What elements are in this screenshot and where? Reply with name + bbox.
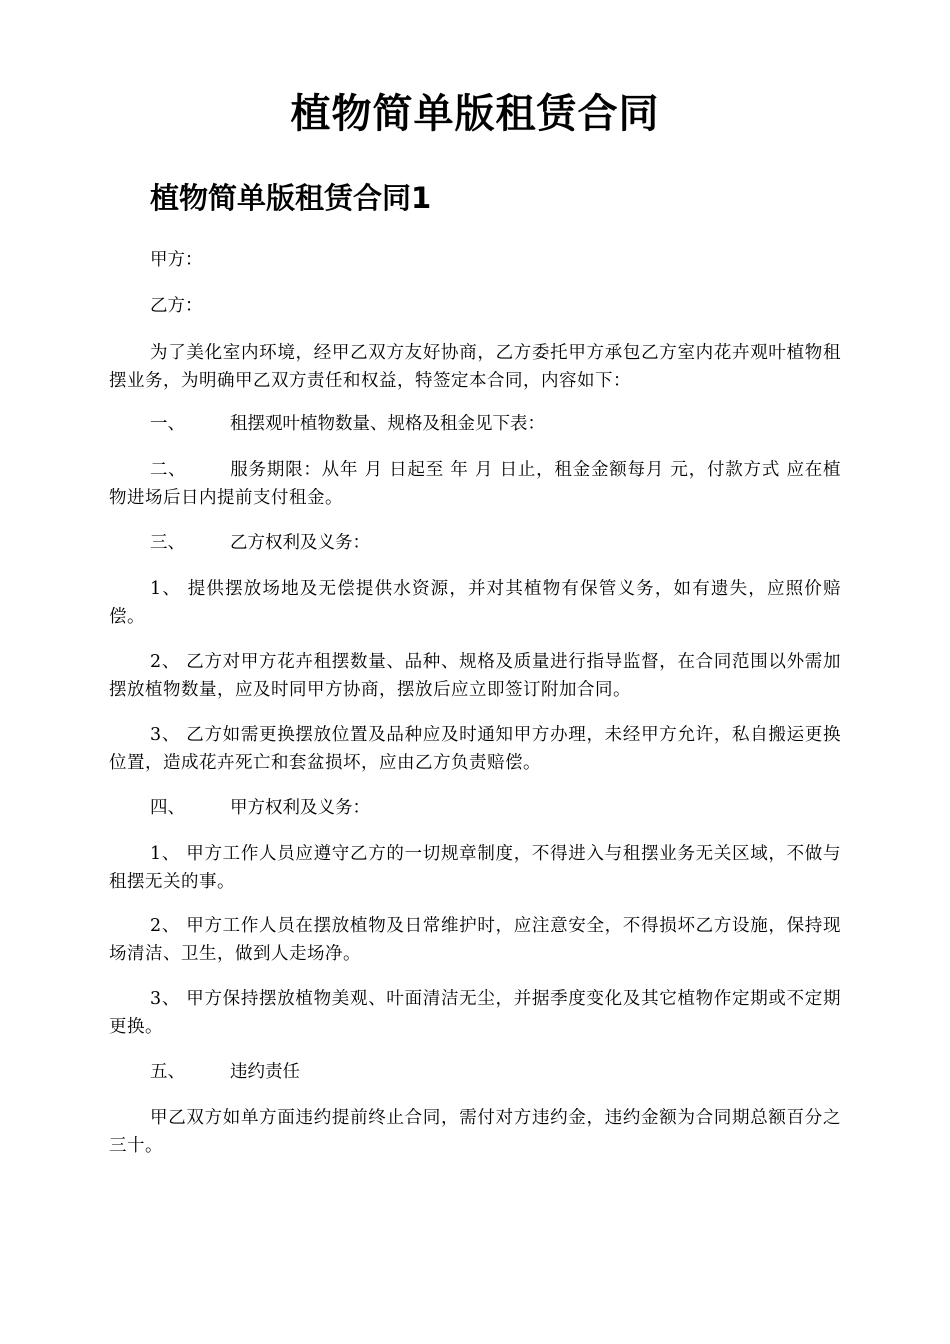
section-4-heading [150,794,370,822]
section-4-number: 四、 [150,798,185,818]
intro-paragraph: 为了美化室内环境，经甲乙双方友好协商，乙方委托甲方承包乙方室内花卉观叶植物租摆业务，为明确甲乙双方责任和权益，特签定本合同，内容如下： [109,343,841,391]
section-3-item-2: 2、 乙方对甲方花卉租摆数量、品种、规格及质量进行指导监督，在合同范围以外需加摆放植物数量，应及时同甲方协商，摆放后应立即签订附加合同。 [109,652,841,700]
section-4-text: 甲方权利及义务： [230,798,370,818]
section-2-paragraph [109,456,841,512]
section-4-item-2: 2、 甲方工作人员在摆放植物及日常维护时，应注意安全，不得损坏乙方设施，保持现场清洁、卫生，做到人走场净。 [109,916,841,964]
section-5-number: 五、 [150,1062,185,1082]
section-4-item-3: 3、 甲方保持摆放植物美观、叶面清洁无尘，并据季度变化及其它植物作定期或不定期更换。 [109,989,841,1037]
section-3-heading [150,529,370,557]
party-b-label: 乙方： [150,296,203,316]
section-1-number: 一、 [150,414,185,434]
section-3-text: 乙方权利及义务： [230,533,370,553]
section-5-body: 甲乙双方如单方面违约提前终止合同，需付对方违约金，违约金额为合同期总额百分之三十。 [109,1108,841,1156]
document-title: 植物简单版租赁合同 [290,91,660,137]
section-3-number: 三、 [150,533,185,553]
section-2-text: 服务期限：从年 月 日起至 年 月 日止，租金金额每月 元，付款方式 应在植物进场后日内提前支付租金。 [109,460,841,508]
section-4-item-1: 1、 甲方工作人员应遵守乙方的一切规章制度，不得进入与租摆业务无关区域，不做与租摆无关的事。 [109,844,841,892]
section-3-item-1: 1、 提供摆放场地及无偿提供水资源，并对其植物有保管义务，如有遗失，应照价赔偿。 [109,579,841,627]
contract-subtitle: 植物简单版租赁合同1 [150,181,432,215]
section-1-heading [150,410,545,438]
section-1-text: 租摆观叶植物数量、规格及租金见下表： [230,414,545,434]
section-2-number: 二、 [150,460,186,480]
section-5-text: 违约责任 [230,1062,300,1082]
party-a-label: 甲方： [150,250,203,270]
section-3-item-3: 3、 乙方如需更换摆放位置及品种应及时通知甲方办理，未经甲方允许，私自搬运更换位置，造成花卉死亡和套盆损坏，应由乙方负责赔偿。 [109,725,841,773]
section-5-heading [150,1058,300,1086]
